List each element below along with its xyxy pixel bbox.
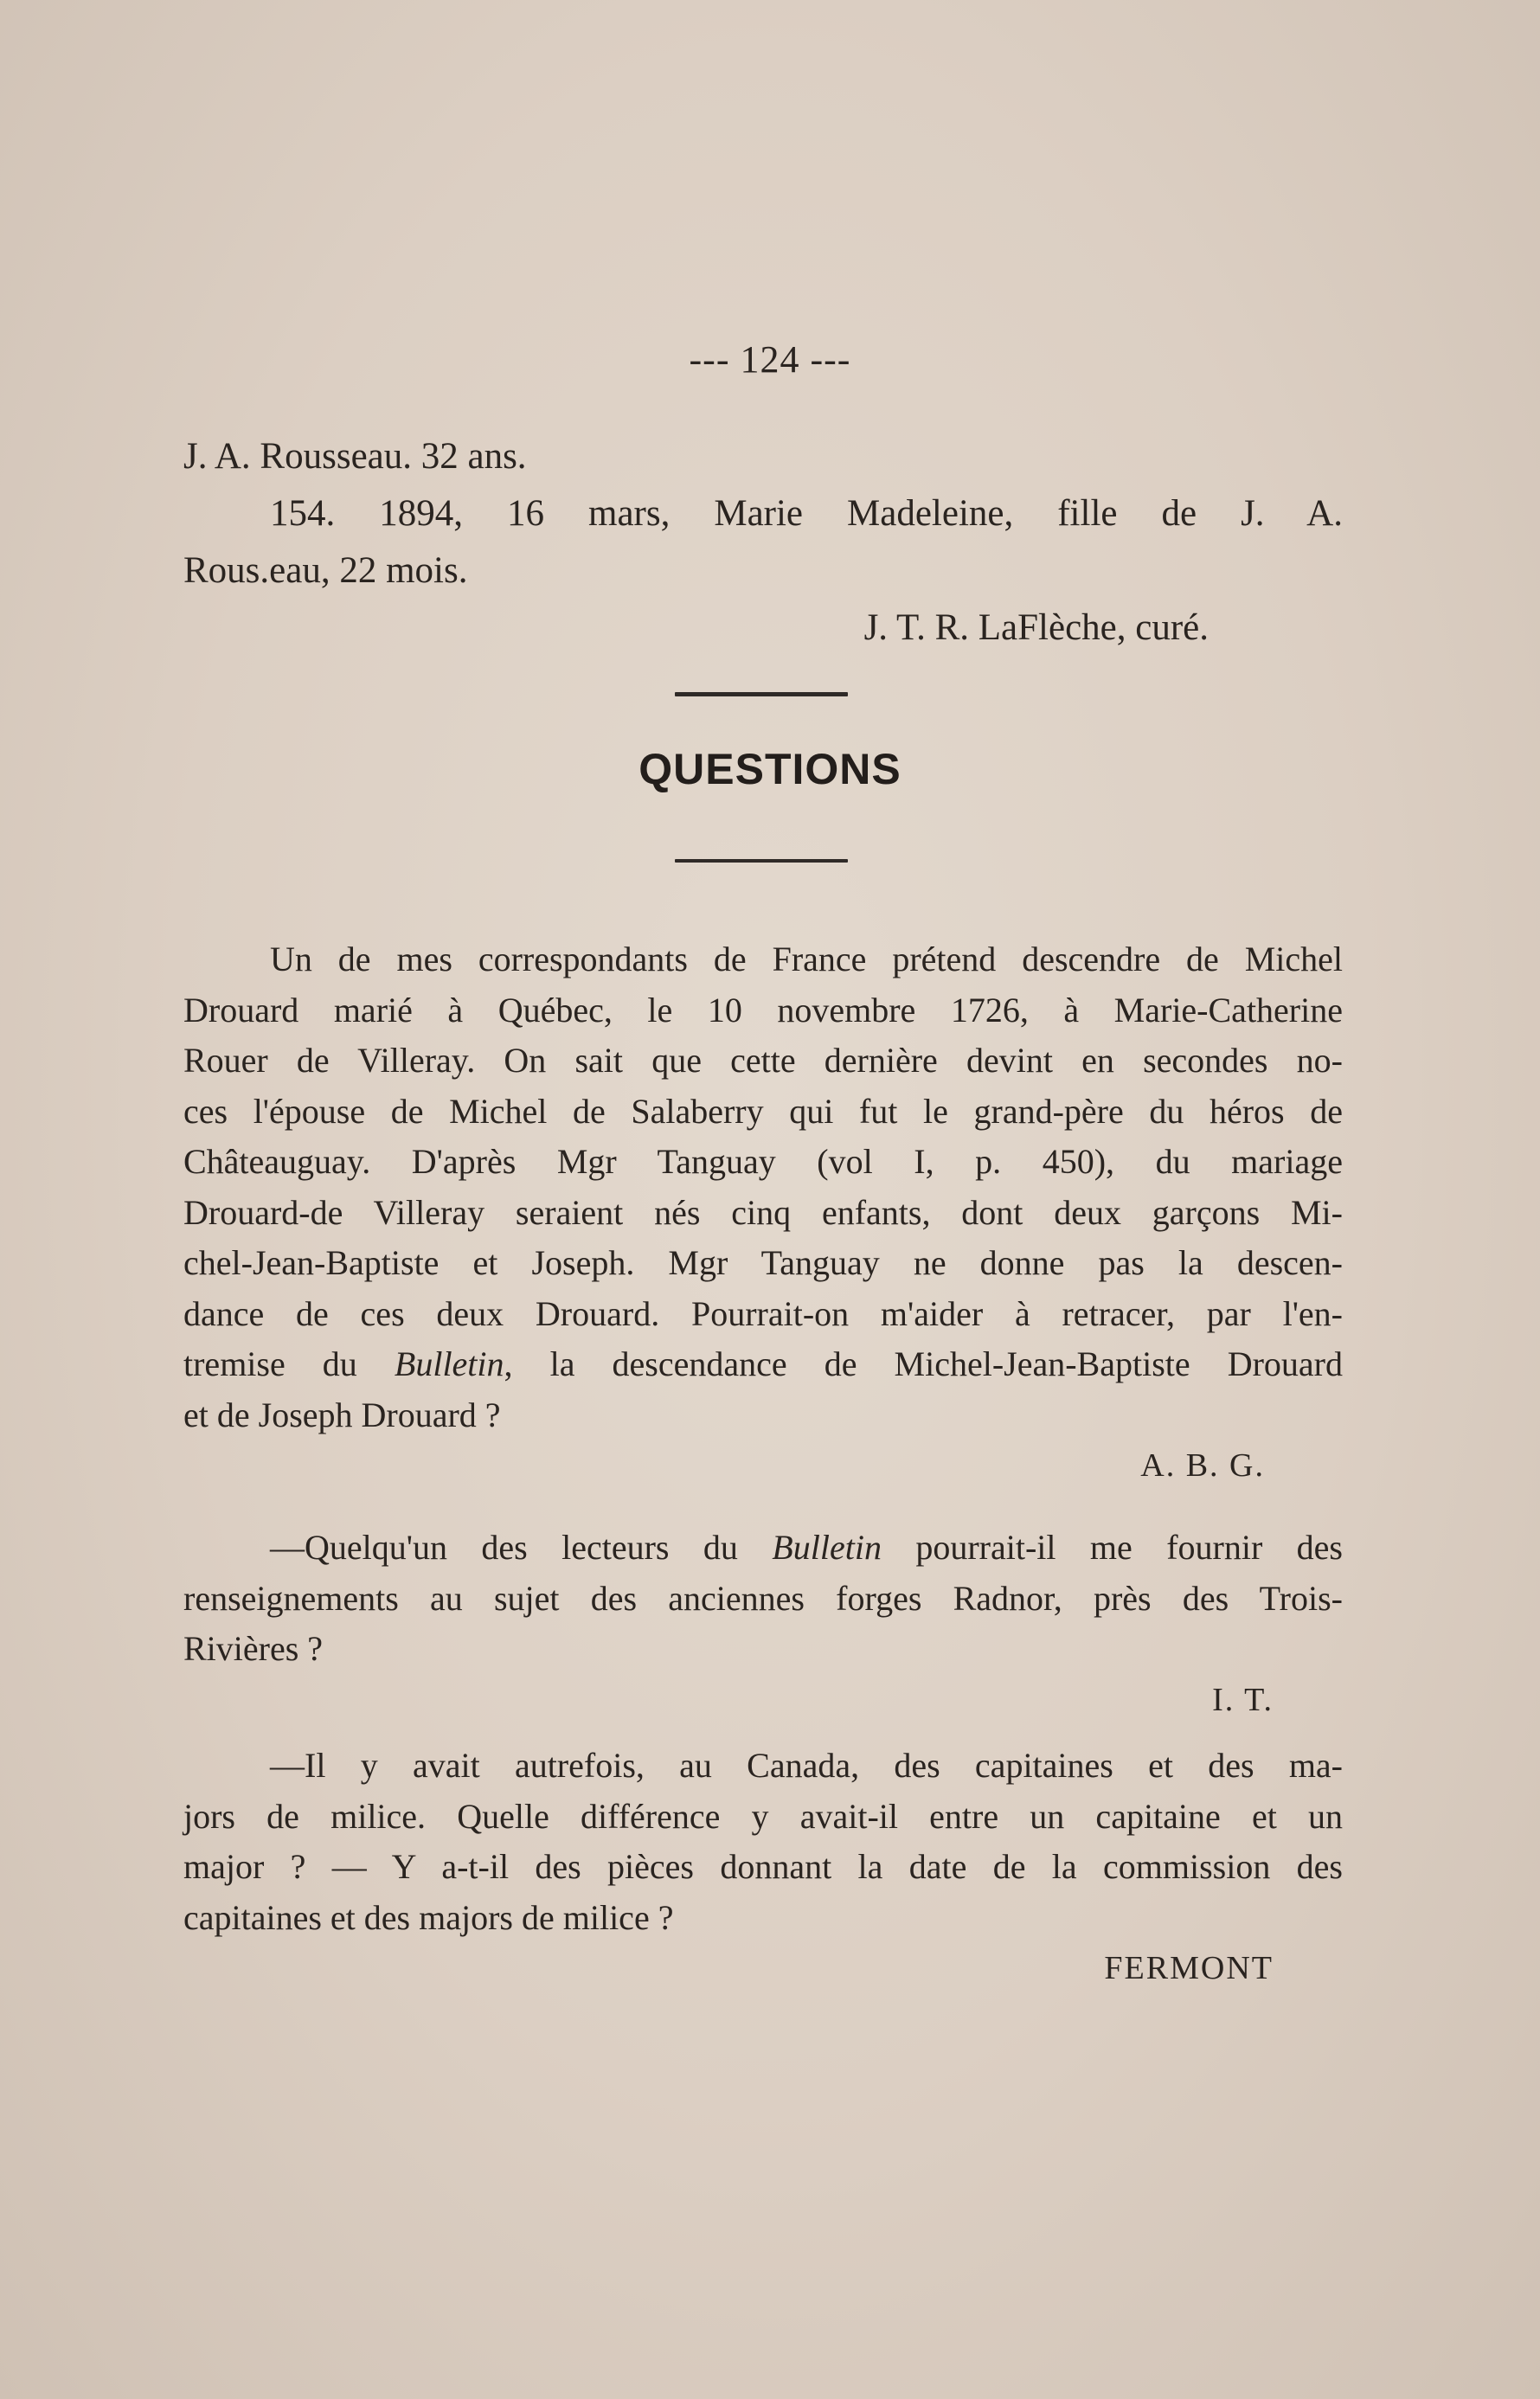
q3-line-3: major ? — Y a-t-il des pièces donnant la date de la commission des <box>183 1847 1343 1886</box>
q2-line-1-end: pourrait-il me fournir des <box>881 1528 1343 1567</box>
q1-line-4: ces l'épouse de Michel de Salaberry qui fut le grand-père du héros de <box>183 1091 1343 1131</box>
q3-line-2: jors de milice. Quelle différence y avait-il entre un capitaine et un <box>183 1796 1343 1836</box>
question-1 <box>183 934 1343 1491</box>
q1-signature: A. B. G. <box>1140 1447 1265 1484</box>
top-divider <box>675 692 848 696</box>
q2-signature: I. T. <box>1212 1681 1274 1718</box>
q1-line-5: Châteauguay. D'après Mgr Tanguay (vol I, p. 450), du mariage <box>183 1142 1343 1181</box>
q2-line-2: renseignements au sujet des anciennes forges Radnor, près des Trois- <box>183 1578 1343 1618</box>
q1-line-7: chel-Jean-Baptiste et Joseph. Mgr Tanguay ne donne pas la descen- <box>183 1243 1343 1282</box>
q1-line-3: Rouer de Villeray. On sait que cette dernière devint en secondes no- <box>183 1041 1343 1080</box>
q2-line-1 <box>183 1523 1343 1574</box>
q1-line-9-start: tremise du <box>183 1344 395 1383</box>
bulletin-title: Bulletin <box>772 1528 882 1567</box>
q1-line-9-end: , la descendance de Michel-Jean-Baptiste Drouard <box>504 1344 1344 1383</box>
q1-line-10: et de Joseph Drouard ? <box>183 1395 501 1434</box>
q1-line-6: Drouard-de Villeray seraient nés cinq enfants, dont deux garçons Mi- <box>183 1192 1343 1232</box>
q2-line-3: Rivières ? <box>183 1629 324 1668</box>
q3-signature: FERMONT <box>1104 1950 1274 1986</box>
register-entries <box>183 428 1343 657</box>
question-3 <box>183 1741 1343 1994</box>
q1-line-2: Drouard marié à Québec, le 10 novembre 1726, à Marie-Catherine <box>183 990 1343 1030</box>
q1-line-1: Un de mes correspondants de France prétend descendre de Michel <box>270 940 1343 978</box>
section-title: QUESTIONS <box>638 745 902 793</box>
entry-line-2: 154. 1894, 16 mars, Marie Madeleine, fille de J. A. <box>270 493 1343 534</box>
q3-line-4: capitaines et des majors de milice ? <box>183 1897 674 1937</box>
bulletin-title: Bulletin <box>394 1344 504 1383</box>
bottom-divider <box>675 859 848 863</box>
question-2 <box>183 1523 1343 1725</box>
entry-signature: J. T. R. LaFlèche, curé. <box>863 607 1209 648</box>
q1-line-9 <box>183 1339 1343 1390</box>
entry-line-3: Rous.eau, 22 mois. <box>183 550 468 591</box>
entry-line-1: J. A. Rousseau. 32 ans. <box>183 436 527 477</box>
q1-line-8: dance de ces deux Drouard. Pourrait-on m'aider à retracer, par l'en- <box>183 1293 1343 1333</box>
page-number: --- 124 --- <box>689 338 851 381</box>
q2-line-1-start: —Quelqu'un des lecteurs du <box>270 1528 773 1567</box>
q3-line-1: —Il y avait autrefois, au Canada, des capitaines et des ma- <box>270 1746 1343 1785</box>
